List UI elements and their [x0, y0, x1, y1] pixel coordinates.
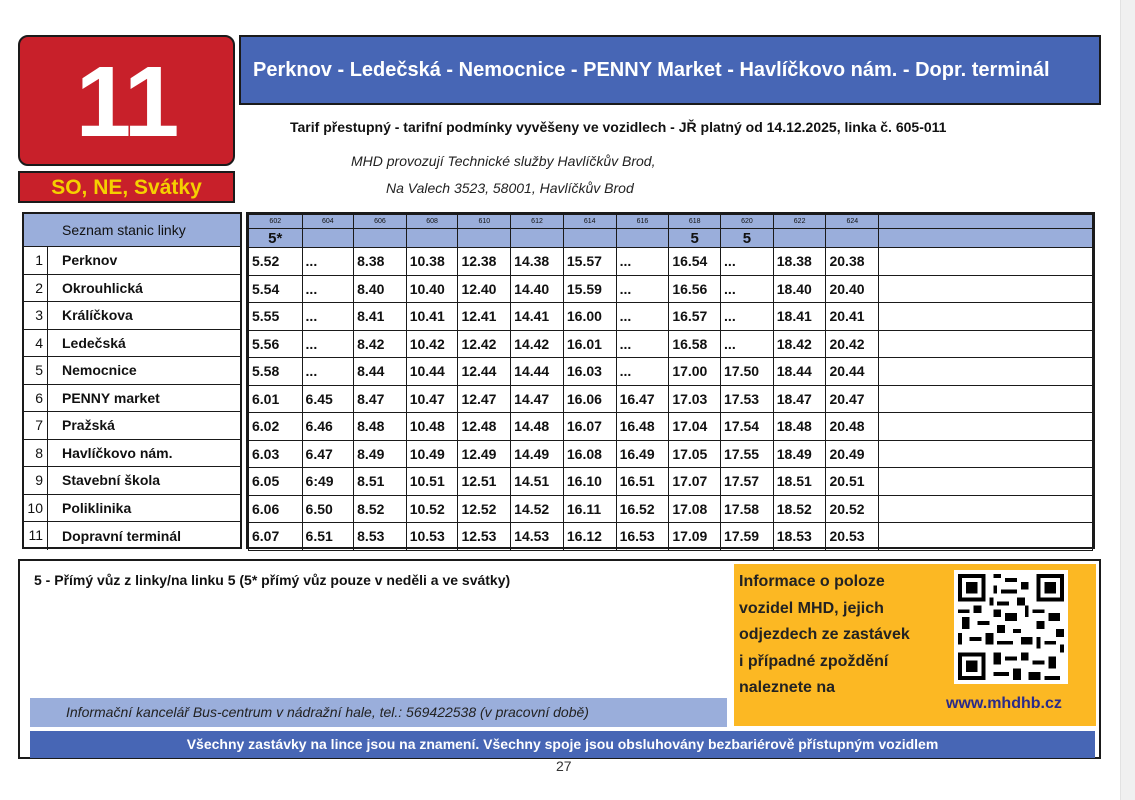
- departure-time: 17.54: [721, 413, 774, 441]
- departure-time: 16.03: [563, 358, 616, 386]
- route-title: Perknov - Ledečská - Nemocnice - PENNY Market - Havlíčkovo nám. - Dopr. terminál: [253, 58, 1050, 81]
- trip-note: [406, 229, 458, 248]
- stop-number: 8: [24, 440, 48, 467]
- stop-row: [24, 495, 240, 523]
- departure-time: ...: [616, 330, 669, 358]
- departure-time: 17.57: [721, 468, 774, 496]
- departure-time: 17.58: [721, 495, 774, 523]
- departure-time: 17.00: [669, 358, 721, 386]
- departure-time: 16.06: [563, 385, 616, 413]
- departure-time: [879, 358, 1093, 386]
- qr-code-icon[interactable]: [954, 570, 1068, 684]
- departure-time: 8.49: [354, 440, 407, 468]
- departure-time: 17.03: [669, 385, 721, 413]
- operator-line-1: MHD provozují Technické služby Havlíčkův Brod,: [351, 153, 656, 169]
- stop-number: 3: [24, 302, 48, 329]
- departure-time: 18.47: [773, 385, 826, 413]
- page-number: 27: [556, 758, 572, 774]
- route-banner: [239, 35, 1101, 105]
- departure-time: 16.54: [669, 248, 721, 276]
- departure-time: 17.50: [721, 358, 774, 386]
- trip-number: [879, 215, 1093, 229]
- departure-time: 10.40: [406, 275, 458, 303]
- departure-time: 17.59: [721, 523, 774, 551]
- trip-number: 612: [511, 215, 564, 229]
- operator-line-2: Na Valech 3523, 58001, Havlíčkův Brod: [386, 180, 634, 196]
- line-number-badge: 11: [18, 35, 235, 166]
- departure-time: 6.51: [302, 523, 354, 551]
- info-line: naleznete na: [739, 679, 836, 696]
- stop-row: [24, 302, 240, 330]
- trip-number: 616: [616, 215, 669, 229]
- departure-time: 10.48: [406, 413, 458, 441]
- tariff-note: Tarif přestupný - tarifní podmínky vyvěšeny ve vozidlech - JŘ platný od 14.12.2025, linka č. 605-011: [290, 119, 947, 135]
- departure-time: [879, 275, 1093, 303]
- departure-time: 20.51: [826, 468, 879, 496]
- info-office-bar: Informační kancelář Bus-centrum v nádražní hale, tel.: 569422538 (v pracovní době): [30, 698, 727, 727]
- departure-time: 8.51: [354, 468, 407, 496]
- time-row: [249, 523, 1093, 551]
- trip-note: [458, 229, 511, 248]
- stop-name: Havlíčkovo nám.: [62, 444, 173, 461]
- departure-time: 8.41: [354, 303, 407, 331]
- departure-time: 14.52: [511, 495, 564, 523]
- departure-time: 18.53: [773, 523, 826, 551]
- trip-note: 5*: [249, 229, 303, 248]
- departure-time: 5.58: [249, 358, 303, 386]
- departure-time: 16.49: [616, 440, 669, 468]
- stop-row: [24, 385, 240, 413]
- departure-time: 10.52: [406, 495, 458, 523]
- timetable: [246, 212, 1095, 549]
- stop-number: 4: [24, 330, 48, 357]
- stop-row: [24, 357, 240, 385]
- departure-time: 17.08: [669, 495, 721, 523]
- time-row: [249, 468, 1093, 496]
- departure-time: 12.40: [458, 275, 511, 303]
- departure-time: 16.53: [616, 523, 669, 551]
- departure-time: 16.12: [563, 523, 616, 551]
- stop-row: [24, 467, 240, 495]
- departure-time: 10.49: [406, 440, 458, 468]
- stop-name: Nemocnice: [62, 362, 137, 379]
- trip-note: [302, 229, 354, 248]
- trip-note: 5: [669, 229, 721, 248]
- departure-time: 14.42: [511, 330, 564, 358]
- departure-time: 12.52: [458, 495, 511, 523]
- departure-time: 16.52: [616, 495, 669, 523]
- info-line: odjezdech ze zastávek: [739, 626, 910, 643]
- departure-time: 14.47: [511, 385, 564, 413]
- departure-time: 17.53: [721, 385, 774, 413]
- departure-time: 16.48: [616, 413, 669, 441]
- stop-row: [24, 412, 240, 440]
- departure-time: 16.56: [669, 275, 721, 303]
- vertical-scrollbar[interactable]: [1120, 0, 1135, 800]
- trip-number: 606: [354, 215, 407, 229]
- departure-time: ...: [616, 275, 669, 303]
- departure-time: 10.42: [406, 330, 458, 358]
- trip-number: 608: [406, 215, 458, 229]
- departure-time: 12.47: [458, 385, 511, 413]
- departure-time: [879, 523, 1093, 551]
- stop-name: Ledečská: [62, 334, 126, 351]
- departure-time: 17.05: [669, 440, 721, 468]
- departure-time: 18.48: [773, 413, 826, 441]
- departure-time: 18.41: [773, 303, 826, 331]
- departure-time: 20.53: [826, 523, 879, 551]
- stop-name: PENNY market: [62, 389, 160, 406]
- trip-number: 602: [249, 215, 303, 229]
- time-row: [249, 385, 1093, 413]
- departure-time: ...: [302, 303, 354, 331]
- departure-time: 16.08: [563, 440, 616, 468]
- departure-time: 16.58: [669, 330, 721, 358]
- departure-time: 18.42: [773, 330, 826, 358]
- departure-time: 6.47: [302, 440, 354, 468]
- info-line: i případné zpoždění: [739, 652, 889, 670]
- stop-rows: [24, 247, 240, 550]
- departure-time: 10.47: [406, 385, 458, 413]
- departure-time: 6.06: [249, 495, 303, 523]
- departure-time: 14.53: [511, 523, 564, 551]
- departure-time: 20.40: [826, 275, 879, 303]
- departure-time: 10.51: [406, 468, 458, 496]
- departure-time: 20.49: [826, 440, 879, 468]
- departure-time: 8.40: [354, 275, 407, 303]
- departure-time: 14.51: [511, 468, 564, 496]
- departure-time: ...: [721, 330, 774, 358]
- departure-time: [879, 413, 1093, 441]
- departure-time: 16.01: [563, 330, 616, 358]
- departure-time: 6.05: [249, 468, 303, 496]
- time-row: [249, 330, 1093, 358]
- stop-name: Králíčkova: [62, 307, 133, 324]
- trip-note: [616, 229, 669, 248]
- stop-row: [24, 330, 240, 358]
- departure-time: 17.07: [669, 468, 721, 496]
- time-row: [249, 248, 1093, 276]
- departure-time: ...: [721, 248, 774, 276]
- departure-time: 5.54: [249, 275, 303, 303]
- stops-list: [22, 212, 242, 549]
- departure-time: 12.42: [458, 330, 511, 358]
- departure-time: 8.48: [354, 413, 407, 441]
- departure-time: 20.47: [826, 385, 879, 413]
- trip-note: [773, 229, 826, 248]
- departure-time: 8.42: [354, 330, 407, 358]
- departure-time: 14.38: [511, 248, 564, 276]
- departure-time: 6.01: [249, 385, 303, 413]
- accessibility-banner: Všechny zastávky na lince jsou na znamení. Všechny spoje jsou obsluhovány bezbariérově přístupným vozidlem: [30, 731, 1095, 758]
- departure-time: 6.50: [302, 495, 354, 523]
- departure-time: 6.46: [302, 413, 354, 441]
- departure-time: 18.52: [773, 495, 826, 523]
- stops-list-header: Seznam stanic linky: [24, 214, 240, 247]
- departure-time: 18.40: [773, 275, 826, 303]
- departure-time: 14.41: [511, 303, 564, 331]
- departure-time: 12.53: [458, 523, 511, 551]
- stop-row: [24, 522, 240, 550]
- departure-time: 16.00: [563, 303, 616, 331]
- trip-number: 624: [826, 215, 879, 229]
- stop-number: 11: [24, 522, 48, 550]
- departure-time: 15.59: [563, 275, 616, 303]
- stop-name: Okrouhlická: [62, 279, 143, 296]
- trip-note: [826, 229, 879, 248]
- departure-time: 8.53: [354, 523, 407, 551]
- departure-time: 14.40: [511, 275, 564, 303]
- departure-time: ...: [616, 303, 669, 331]
- departure-time: ...: [302, 248, 354, 276]
- departure-time: 6:49: [302, 468, 354, 496]
- trip-note: [879, 229, 1093, 248]
- departure-time: 5.56: [249, 330, 303, 358]
- trip-number: 610: [458, 215, 511, 229]
- stop-row: [24, 440, 240, 468]
- trip-number: 620: [721, 215, 774, 229]
- time-row: [249, 495, 1093, 523]
- departure-time: ...: [721, 303, 774, 331]
- trip-number: 604: [302, 215, 354, 229]
- stop-number: 7: [24, 412, 48, 439]
- departure-time: 20.44: [826, 358, 879, 386]
- departure-time: 12.38: [458, 248, 511, 276]
- stop-name: Poliklinika: [62, 499, 132, 516]
- stop-number: 5: [24, 357, 48, 384]
- departure-time: 20.48: [826, 413, 879, 441]
- stop-name: Dopravní terminál: [62, 527, 182, 544]
- footnote: 5 - Přímý vůz z linky/na linku 5 (5* přímý vůz pouze v neděli a ve svátky): [34, 572, 511, 588]
- departure-time: 16.07: [563, 413, 616, 441]
- departure-time: 18.38: [773, 248, 826, 276]
- departure-time: 16.57: [669, 303, 721, 331]
- departure-time: 6.02: [249, 413, 303, 441]
- website-link[interactable]: www.mhdhb.cz: [946, 695, 1062, 712]
- departure-time: 15.57: [563, 248, 616, 276]
- departure-time: 14.49: [511, 440, 564, 468]
- departure-time: 17.09: [669, 523, 721, 551]
- info-line: vozidel MHD, jejich: [739, 599, 884, 617]
- departure-time: 12.48: [458, 413, 511, 441]
- stop-number: 1: [24, 247, 48, 274]
- departure-time: 18.51: [773, 468, 826, 496]
- departure-time: 6.45: [302, 385, 354, 413]
- stop-number: 10: [24, 495, 48, 522]
- departure-time: [879, 330, 1093, 358]
- departure-time: 10.44: [406, 358, 458, 386]
- departure-time: 12.44: [458, 358, 511, 386]
- stop-row: [24, 247, 240, 275]
- departure-time: 12.51: [458, 468, 511, 496]
- stop-number: 6: [24, 385, 48, 412]
- time-row: [249, 275, 1093, 303]
- departure-time: [879, 468, 1093, 496]
- departure-time: 10.53: [406, 523, 458, 551]
- departure-time: [879, 303, 1093, 331]
- departure-time: 17.55: [721, 440, 774, 468]
- trip-note: [511, 229, 564, 248]
- departure-time: 6.07: [249, 523, 303, 551]
- trip-number: 614: [563, 215, 616, 229]
- departure-time: ...: [616, 248, 669, 276]
- departure-time: 20.41: [826, 303, 879, 331]
- departure-time: 16.10: [563, 468, 616, 496]
- departure-time: 16.51: [616, 468, 669, 496]
- departure-time: 8.44: [354, 358, 407, 386]
- departure-time: 16.47: [616, 385, 669, 413]
- departure-time: 20.42: [826, 330, 879, 358]
- time-row: [249, 303, 1093, 331]
- trip-note: [354, 229, 407, 248]
- stop-name: Pražská: [62, 417, 115, 434]
- departure-time: 6.03: [249, 440, 303, 468]
- departure-time: [879, 248, 1093, 276]
- departure-time: 12.49: [458, 440, 511, 468]
- realtime-info-text: [739, 569, 939, 702]
- time-row: [249, 413, 1093, 441]
- time-row: [249, 440, 1093, 468]
- departure-time: [879, 385, 1093, 413]
- departure-time: 20.52: [826, 495, 879, 523]
- departure-time: 18.44: [773, 358, 826, 386]
- departure-time: 8.38: [354, 248, 407, 276]
- info-line: Informace o poloze: [739, 573, 885, 590]
- departure-time: 5.55: [249, 303, 303, 331]
- departure-time: 12.41: [458, 303, 511, 331]
- stop-number: 9: [24, 467, 48, 494]
- departure-time: 10.41: [406, 303, 458, 331]
- departure-time: 14.48: [511, 413, 564, 441]
- departure-time: ...: [721, 275, 774, 303]
- departure-time: 18.49: [773, 440, 826, 468]
- time-row: [249, 358, 1093, 386]
- departure-time: [879, 440, 1093, 468]
- departure-time: 20.38: [826, 248, 879, 276]
- departure-time: ...: [302, 275, 354, 303]
- departure-time: 8.52: [354, 495, 407, 523]
- timetable-grid: [248, 214, 1093, 551]
- trip-number: 622: [773, 215, 826, 229]
- departure-time: 14.44: [511, 358, 564, 386]
- stop-number: 2: [24, 275, 48, 302]
- departure-time: ...: [302, 358, 354, 386]
- departure-time: 5.52: [249, 248, 303, 276]
- departure-time: [879, 495, 1093, 523]
- departure-time: ...: [302, 330, 354, 358]
- stop-row: [24, 275, 240, 303]
- stop-name: Stavební škola: [62, 472, 161, 489]
- stop-name: Perknov: [62, 252, 118, 269]
- trip-note: 5: [721, 229, 774, 248]
- trip-note: [563, 229, 616, 248]
- operating-days-badge: SO, NE, Svátky: [18, 171, 235, 203]
- departure-time: 17.04: [669, 413, 721, 441]
- realtime-info-box: [734, 564, 1096, 726]
- departure-time: ...: [616, 358, 669, 386]
- departure-time: 8.47: [354, 385, 407, 413]
- departure-time: 10.38: [406, 248, 458, 276]
- departure-time: 16.11: [563, 495, 616, 523]
- trip-number: 618: [669, 215, 721, 229]
